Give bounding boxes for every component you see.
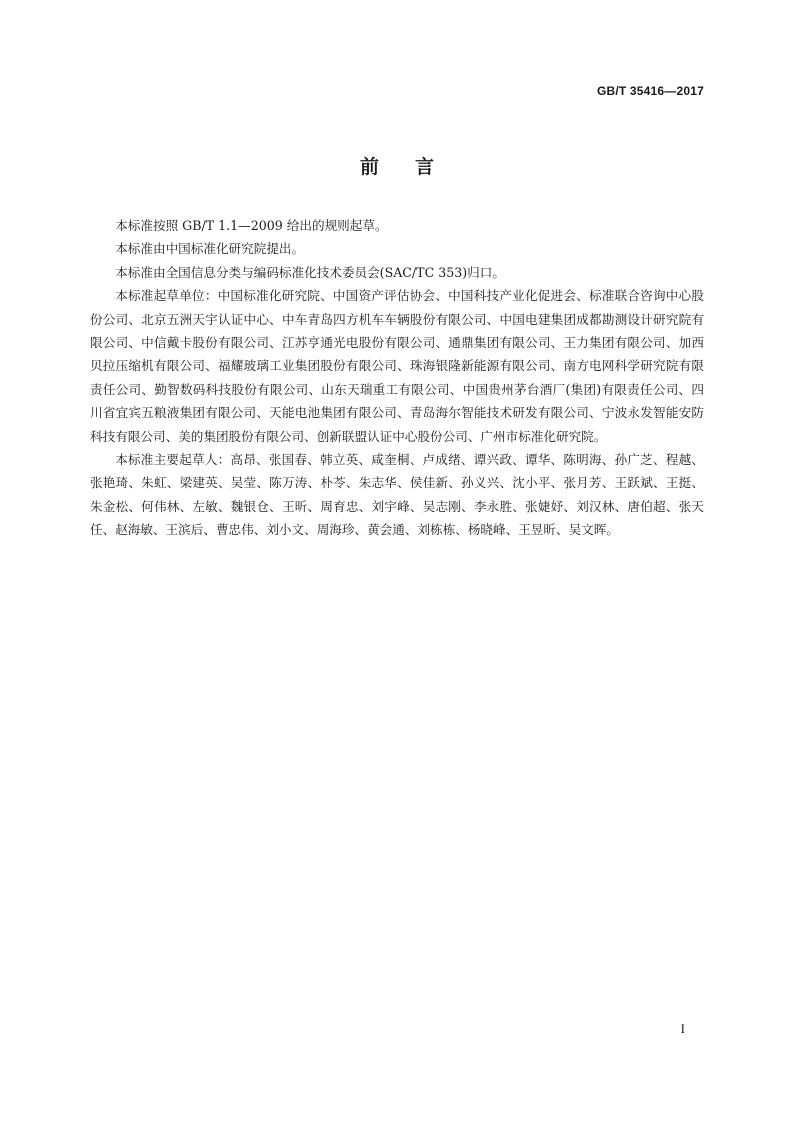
paragraph-main-drafters: 本标准主要起草人：高昂、张国春、韩立英、咸奎桐、卢成绪、谭兴政、谭华、陈明海、孙广芝、程越、张艳琦、朱虹、梁建英、吴莹、陈万涛、朴苓、朱志华、侯佳新、孙义兴、沈小平、张月芳、王跃斌、王挺、朱金松、何伟林、左敏、魏银仓、王昕、周育忠、刘宇峰、吴志刚、李永胜、张婕妤、刘汉林、唐伯超、张天任、赵海敏、王滨后、曹忠伟、刘小文、周海珍、黄会通、刘栋栋、杨晓峰、王昱昕、吴文晖。 (90, 452, 704, 538)
paragraph-proposer: 本标准由中国标准化研究院提出。 (115, 241, 305, 257)
paragraph-drafting-units: 本标准起草单位：中国标准化研究院、中国资产评估协会、中国科技产业化促进会、标准联合咨询中心股份公司、北京五洲天宇认证中心、中车青岛四方机车车辆股份有限公司、中国电建集团成都勘测设计研究院有限公司、中信戴卡股份有限公司、江苏亨通光电股份有限公司、通鼎集团有限公司、王力集团有限公司、加西贝拉压缩机有限公司、福耀玻璃工业集团股份有限公司、珠海银隆新能源有限公司、南方电网科学研究院有限责任公司、勤智数码科技股份有限公司、山东天瑞重工有限公司、中国贵州茅台酒厂(集团)有限责任公司、四川省宜宾五粮液集团有限公司、天能电池集团有限公司、青岛海尔智能技术研发有限公司、宁波永发智能安防科技有限公司、美的集团股份有限公司、创新联盟认证中心股份公司、广州市标准化研究院。 (90, 288, 704, 444)
standard-code: GB/T 35416—2017 (596, 84, 704, 98)
document-body (90, 214, 704, 542)
page-title: 前言 (359, 156, 470, 178)
paragraph-centralized-by: 本标准由全国信息分类与编码标准化技术委员会(SAC/TC 353)归口。 (115, 264, 505, 280)
paragraph-drafting-rules: 本标准按照 GB/T 1.1—2009 给出的规则起草。 (115, 218, 388, 233)
page-number: I (680, 1021, 685, 1036)
